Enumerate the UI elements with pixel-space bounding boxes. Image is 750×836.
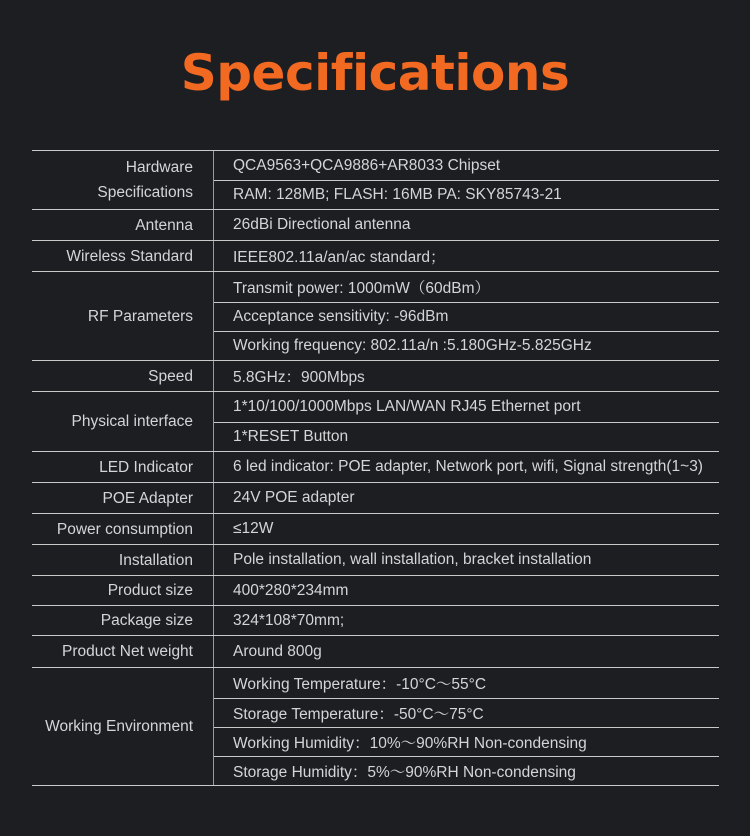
spec-label: Wireless Standard bbox=[32, 241, 214, 271]
spec-values bbox=[214, 392, 719, 451]
spec-row bbox=[32, 575, 719, 605]
spec-values bbox=[214, 636, 719, 667]
spec-label: Physical interface bbox=[32, 392, 214, 451]
spec-value: IEEE802.11a/an/ac standard； bbox=[233, 249, 446, 266]
spec-row bbox=[32, 271, 719, 360]
spec-values bbox=[214, 210, 719, 240]
spec-value: 324*108*70mm; bbox=[233, 611, 345, 629]
spec-value: 26dBi Directional antenna bbox=[233, 216, 411, 233]
spec-value: Storage Temperature：-50°C～75°C bbox=[214, 698, 719, 727]
spec-label: Antenna bbox=[32, 210, 214, 240]
spec-row bbox=[32, 667, 719, 786]
spec-row bbox=[32, 605, 719, 635]
spec-value: Working frequency: 802.11a/n :5.180GHz-5.825GHz bbox=[214, 331, 719, 360]
spec-row bbox=[32, 209, 719, 240]
spec-label: Speed bbox=[32, 361, 214, 391]
spec-row bbox=[32, 150, 719, 209]
spec-label: Working Environment bbox=[32, 668, 214, 785]
spec-value: QCA9563+QCA9886+AR8033 Chipset bbox=[233, 156, 501, 174]
spec-value: Storage Humidity：5%～90%RH Non-condensing bbox=[214, 756, 719, 785]
spec-value: Around 800g bbox=[233, 642, 322, 660]
spec-values bbox=[214, 606, 719, 635]
spec-values bbox=[214, 483, 719, 513]
spec-value: 1*10/100/1000Mbps LAN/WAN RJ45 Ethernet port bbox=[233, 398, 581, 415]
spec-label: Product Net weight bbox=[32, 636, 214, 667]
spec-values bbox=[214, 272, 719, 360]
spec-label: Product size bbox=[32, 576, 214, 605]
spec-value: 5.8GHz：900Mbps bbox=[233, 369, 365, 386]
spec-value: Acceptance sensitivity: -96dBm bbox=[214, 302, 719, 331]
spec-value: Working Humidity：10%～90%RH Non-condensing bbox=[214, 727, 719, 756]
spec-value: 24V POE adapter bbox=[233, 489, 355, 506]
spec-label: Power consumption bbox=[32, 514, 214, 544]
spec-values bbox=[214, 452, 719, 482]
spec-row bbox=[32, 482, 719, 513]
spec-values bbox=[214, 576, 719, 605]
spec-value: Transmit power: 1000mW（60dBm） bbox=[233, 280, 490, 297]
spec-label: LED Indicator bbox=[32, 452, 214, 482]
spec-label: Package size bbox=[32, 606, 214, 635]
spec-label: Hardware Specifications bbox=[32, 151, 214, 209]
spec-values bbox=[214, 545, 719, 575]
spec-value: Working Temperature：-10°C～55°C bbox=[233, 676, 487, 693]
spec-value: Pole installation, wall installation, bracket installation bbox=[233, 551, 592, 568]
spec-value: 400*280*234mm bbox=[233, 581, 349, 599]
spec-row bbox=[32, 451, 719, 482]
spec-row bbox=[32, 544, 719, 575]
spec-values bbox=[214, 668, 719, 785]
spec-value: 1*RESET Button bbox=[214, 422, 719, 451]
spec-row bbox=[32, 240, 719, 271]
spec-value: ≤12W bbox=[233, 520, 274, 537]
spec-table bbox=[32, 150, 719, 786]
spec-values bbox=[214, 361, 719, 391]
spec-values bbox=[214, 241, 719, 271]
spec-label: RF Parameters bbox=[32, 272, 214, 360]
spec-row bbox=[32, 635, 719, 667]
spec-values bbox=[214, 514, 719, 544]
spec-label: Installation bbox=[32, 545, 214, 575]
spec-values bbox=[214, 151, 719, 209]
spec-value: 6 led indicator: POE adapter, Network port, wifi, Signal strength(1~3) bbox=[233, 458, 703, 475]
spec-value: RAM: 128MB; FLASH: 16MB PA: SKY85743-21 bbox=[214, 180, 719, 209]
spec-row bbox=[32, 391, 719, 451]
spec-row bbox=[32, 513, 719, 544]
page-title: Specifications bbox=[180, 44, 570, 102]
spec-label: POE Adapter bbox=[32, 483, 214, 513]
spec-row bbox=[32, 360, 719, 391]
